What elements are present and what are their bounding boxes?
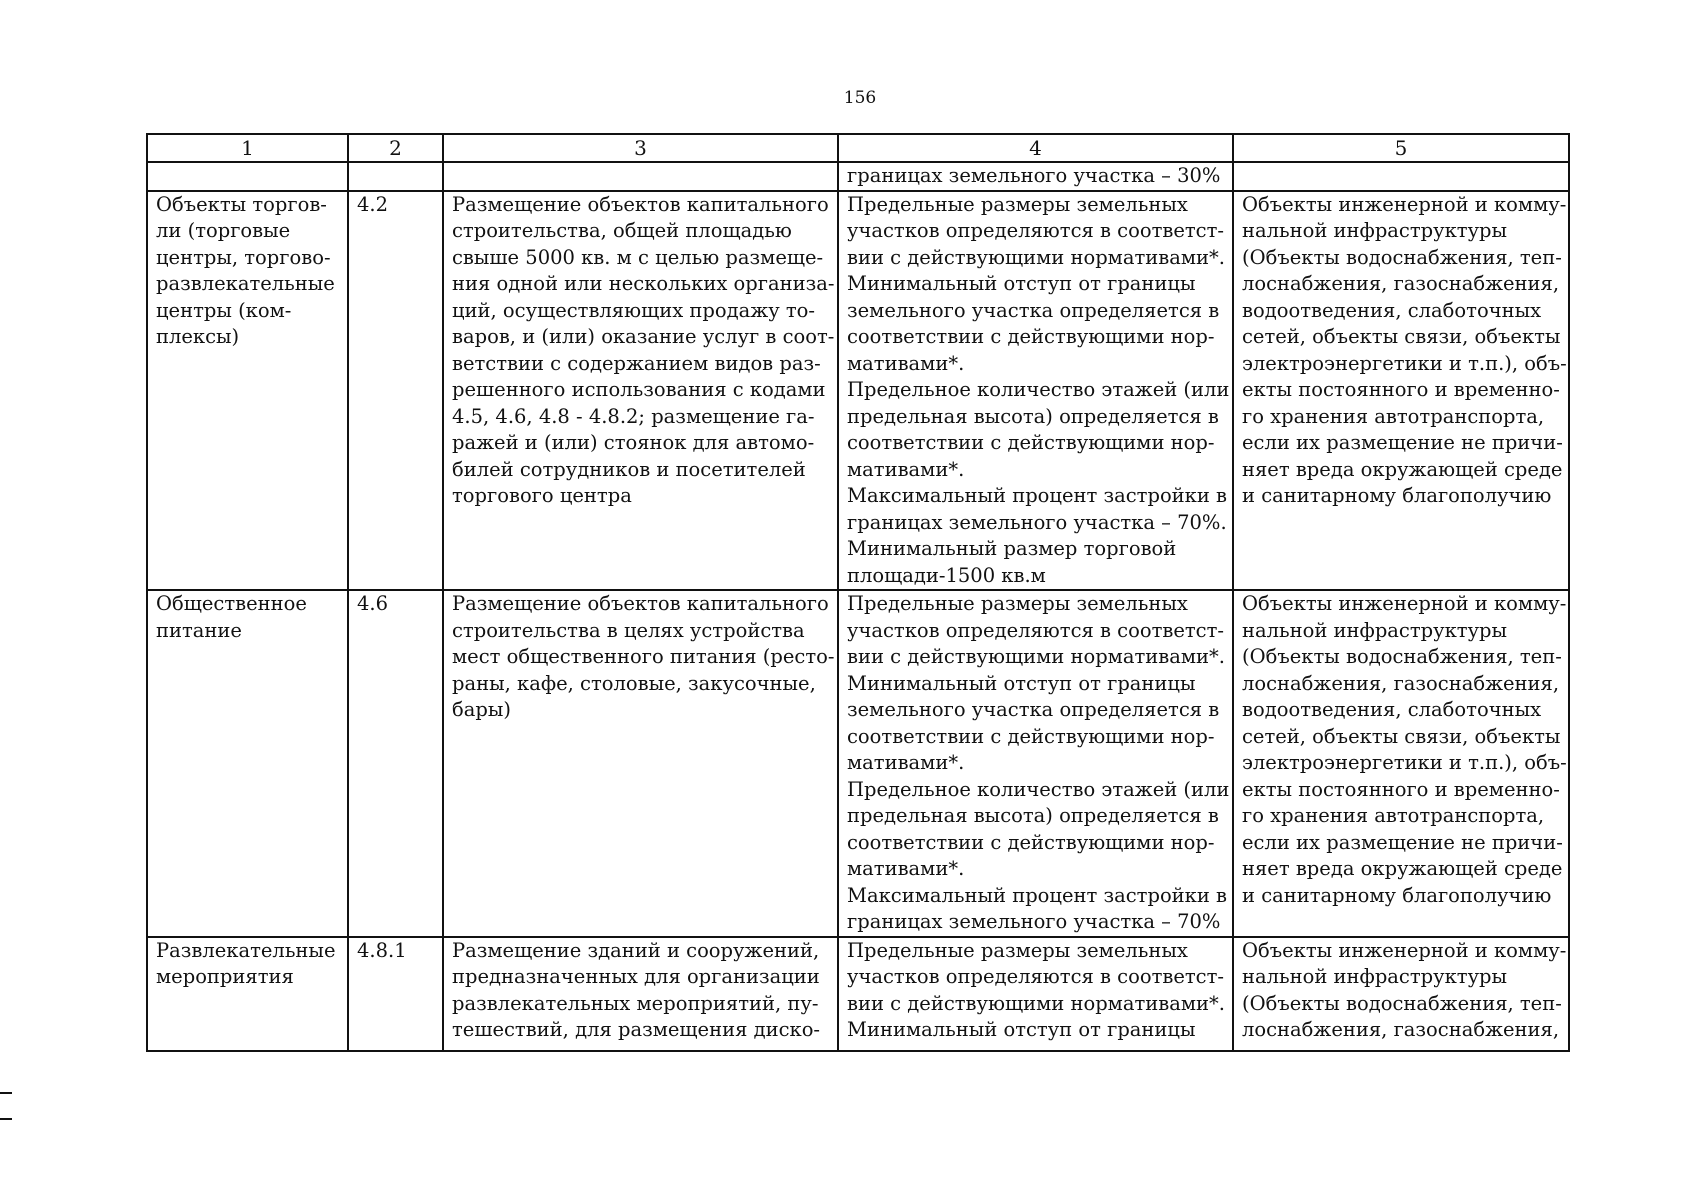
text-line: участков определяются в соответст-: [847, 965, 1224, 988]
text-line: лоснабжения, газоснабжения,: [1242, 272, 1560, 295]
text-line: центры (ком-: [156, 298, 292, 322]
use-code-cell: [348, 590, 443, 937]
text-line: предельная высота) определяется в: [847, 404, 1219, 428]
text-line: соответствии с действующими нор-: [847, 830, 1215, 854]
auxiliary-uses-cell: [1233, 191, 1569, 591]
table-row: [147, 937, 1569, 1051]
text-line: няет вреда окружающей среде: [1242, 857, 1563, 880]
text-line: предельная высота) определяется в: [847, 804, 1219, 827]
auxiliary-uses: [1242, 591, 1567, 909]
text-line: Размещение зданий и сооружений,: [452, 938, 820, 962]
text-line: го хранения автотранспорта,: [1242, 404, 1545, 428]
cont-cell-1: [147, 162, 348, 191]
text-line: соответствии с действующими нор-: [847, 724, 1215, 748]
text-line: Размещение объектов капитального: [452, 592, 829, 615]
text-line: бары): [452, 698, 511, 721]
text-line: и санитарному благополучию: [1242, 484, 1552, 507]
text-line: границах земельного участка – 70%.: [847, 510, 1227, 534]
use-name: [156, 192, 339, 351]
use-name: [156, 938, 339, 991]
auxiliary-uses: [1242, 192, 1567, 510]
text-line: питание: [156, 618, 242, 642]
use-name-cell: [147, 191, 348, 591]
text-line: если их размещение не причи-: [1242, 431, 1563, 454]
cont-cell-4: [838, 162, 1233, 191]
text-line: решенного использования с кодами: [452, 378, 826, 401]
text-line: варов, и (или) оказание услуг в соот-: [452, 325, 835, 348]
text-line: нальной инфраструктуры: [1242, 219, 1508, 242]
text-line: строительства в целях устройства: [452, 618, 805, 642]
text-line: Минимальный отступ от границы: [847, 671, 1196, 695]
text-line: развлекательных мероприятий, пу-: [452, 991, 819, 1015]
use-code: 4.8.1: [357, 938, 407, 962]
text-line: соответствии с действующими нор-: [847, 431, 1215, 454]
text-line: го хранения автотранспорта,: [1242, 804, 1545, 827]
use-description: [452, 938, 829, 1044]
text-line: екты постоянного и временно-: [1242, 777, 1560, 801]
use-parameters: [847, 938, 1224, 1044]
use-name-cell: [147, 590, 348, 937]
header-col-1: 1: [147, 134, 348, 162]
cont-cell-2: [348, 162, 443, 191]
text-line: предназначенных для организации: [452, 965, 820, 988]
text-line: лоснабжения, газоснабжения,: [1242, 671, 1560, 695]
use-parameters: [847, 192, 1230, 590]
text-line: Минимальный размер торговой: [847, 537, 1177, 560]
text-line: мативами*.: [847, 457, 965, 481]
use-parameters: [847, 591, 1230, 936]
use-parameters-cell: [838, 191, 1233, 591]
table-row: [147, 191, 1569, 591]
text-line: нальной инфраструктуры: [1242, 965, 1508, 988]
text-line: Предельное количество этажей (или: [847, 378, 1230, 401]
use-code: 4.6: [357, 592, 389, 615]
text-line: строительства, общей площадью: [452, 219, 792, 242]
text-line: Максимальный процент застройки в: [847, 484, 1228, 507]
use-description-cell: [443, 191, 838, 591]
text-line: тешествий, для размещения диско-: [452, 1018, 821, 1041]
text-line: электроэнергетики и т.п.), объ-: [1242, 751, 1567, 774]
text-line: Объекты торгов-: [156, 192, 327, 216]
text-line: центры, торгово-: [156, 245, 331, 269]
text-line: Предельные размеры земельных: [847, 938, 1188, 962]
auxiliary-uses-cell: [1233, 590, 1569, 937]
continuation-row: [147, 162, 1569, 191]
text-line: Общественное: [156, 592, 307, 615]
text-line: раны, кафе, столовые, закусочные,: [452, 671, 816, 695]
text-line: торгового центра: [452, 484, 632, 507]
text-line: вии с действующими нормативами*.: [847, 991, 1225, 1015]
text-line: Развлекательные: [156, 938, 336, 962]
text-line: мативами*.: [847, 751, 965, 774]
text-line: Минимальный отступ от границы: [847, 272, 1196, 295]
text-line: участков определяются в соответст-: [847, 219, 1224, 242]
text-line: площади-1500 кв.м: [847, 563, 1046, 587]
use-name: [156, 591, 339, 644]
text-line: свыше 5000 кв. м с целью размеще-: [452, 245, 824, 269]
text-line: Максимальный процент застройки в: [847, 883, 1228, 907]
text-line: (Объекты водоснабжения, теп-: [1242, 245, 1562, 269]
text-line: вии с действующими нормативами*.: [847, 645, 1225, 668]
auxiliary-uses: [1242, 938, 1567, 1044]
header-col-4: 4: [838, 134, 1233, 162]
text-line: ли (торговые: [156, 219, 291, 242]
text-line: Объекты инженерной и комму-: [1242, 192, 1567, 216]
text-line: Предельные размеры земельных: [847, 192, 1188, 216]
header-row: [147, 134, 1569, 162]
cont-cell-3: [443, 162, 838, 191]
text-line: соответствии с действующими нор-: [847, 325, 1215, 348]
text-line: Предельные размеры земельных: [847, 592, 1188, 615]
header-col-2: 2: [348, 134, 443, 162]
text-line: сетей, объекты связи, объекты: [1242, 724, 1561, 748]
text-line: мероприятия: [156, 965, 294, 988]
text-line: ражей и (или) стоянок для автомо-: [452, 431, 815, 454]
cont-cell-5: [1233, 162, 1569, 191]
text-line: водоотведения, слаботочных: [1242, 698, 1542, 721]
use-description-cell: [443, 937, 838, 1051]
use-description: [452, 192, 835, 510]
text-line: земельного участка определяется в: [847, 298, 1220, 322]
text-line: лоснабжения, газоснабжения,: [1242, 1018, 1560, 1041]
text-line: нальной инфраструктуры: [1242, 618, 1508, 642]
use-code-cell: [348, 191, 443, 591]
text-line: и санитарному благополучию: [1242, 883, 1552, 907]
text-line: земельного участка определяется в: [847, 698, 1220, 721]
regulations-table: [146, 133, 1570, 1052]
text-line: границах земельного участка – 70%: [847, 910, 1221, 933]
page-number: 156: [843, 88, 877, 108]
header-col-3: 3: [443, 134, 838, 162]
margin-tick-mark: [0, 1092, 12, 1094]
use-parameters-cell: [838, 590, 1233, 937]
text-line: Предельное количество этажей (или: [847, 777, 1230, 801]
text-line: участков определяются в соответст-: [847, 618, 1224, 642]
text-line: ветствии с содержанием видов раз-: [452, 351, 821, 375]
text-line: мативами*.: [847, 857, 965, 880]
text-line: мест общественного питания (ресто-: [452, 645, 835, 668]
cont-text: границах земельного участка – 30%: [847, 164, 1221, 187]
text-line: если их размещение не причи-: [1242, 830, 1563, 854]
text-line: водоотведения, слаботочных: [1242, 298, 1542, 322]
text-line: сетей, объекты связи, объекты: [1242, 325, 1561, 348]
use-parameters-cell: [838, 937, 1233, 1051]
text-line: электроэнергетики и т.п.), объ-: [1242, 351, 1567, 375]
text-line: 4.5, 4.6, 4.8 - 4.8.2; размещение га-: [452, 404, 815, 428]
text-line: билей сотрудников и посетителей: [452, 457, 806, 481]
text-line: Объекты инженерной и комму-: [1242, 938, 1567, 962]
text-line: екты постоянного и временно-: [1242, 378, 1560, 401]
margin-tick-mark: [0, 1118, 12, 1120]
text-line: мативами*.: [847, 351, 965, 375]
text-line: (Объекты водоснабжения, теп-: [1242, 645, 1562, 668]
table-row: [147, 590, 1569, 937]
use-name-cell: [147, 937, 348, 1051]
text-line: ния одной или нескольких организа-: [452, 272, 835, 295]
text-line: (Объекты водоснабжения, теп-: [1242, 991, 1562, 1015]
text-line: Минимальный отступ от границы: [847, 1018, 1196, 1041]
text-line: няет вреда окружающей среде: [1242, 457, 1563, 481]
header-col-5: 5: [1233, 134, 1569, 162]
text-line: развлекательные: [156, 272, 335, 295]
use-description-cell: [443, 590, 838, 937]
auxiliary-uses-cell: [1233, 937, 1569, 1051]
text-line: ций, осуществляющих продажу то-: [452, 298, 815, 322]
text-line: вии с действующими нормативами*.: [847, 245, 1225, 269]
use-code-cell: [348, 937, 443, 1051]
use-description: [452, 591, 835, 724]
text-line: плексы): [156, 325, 240, 348]
text-line: Размещение объектов капитального: [452, 192, 829, 216]
text-line: Объекты инженерной и комму-: [1242, 592, 1567, 615]
use-code: 4.2: [357, 192, 389, 216]
